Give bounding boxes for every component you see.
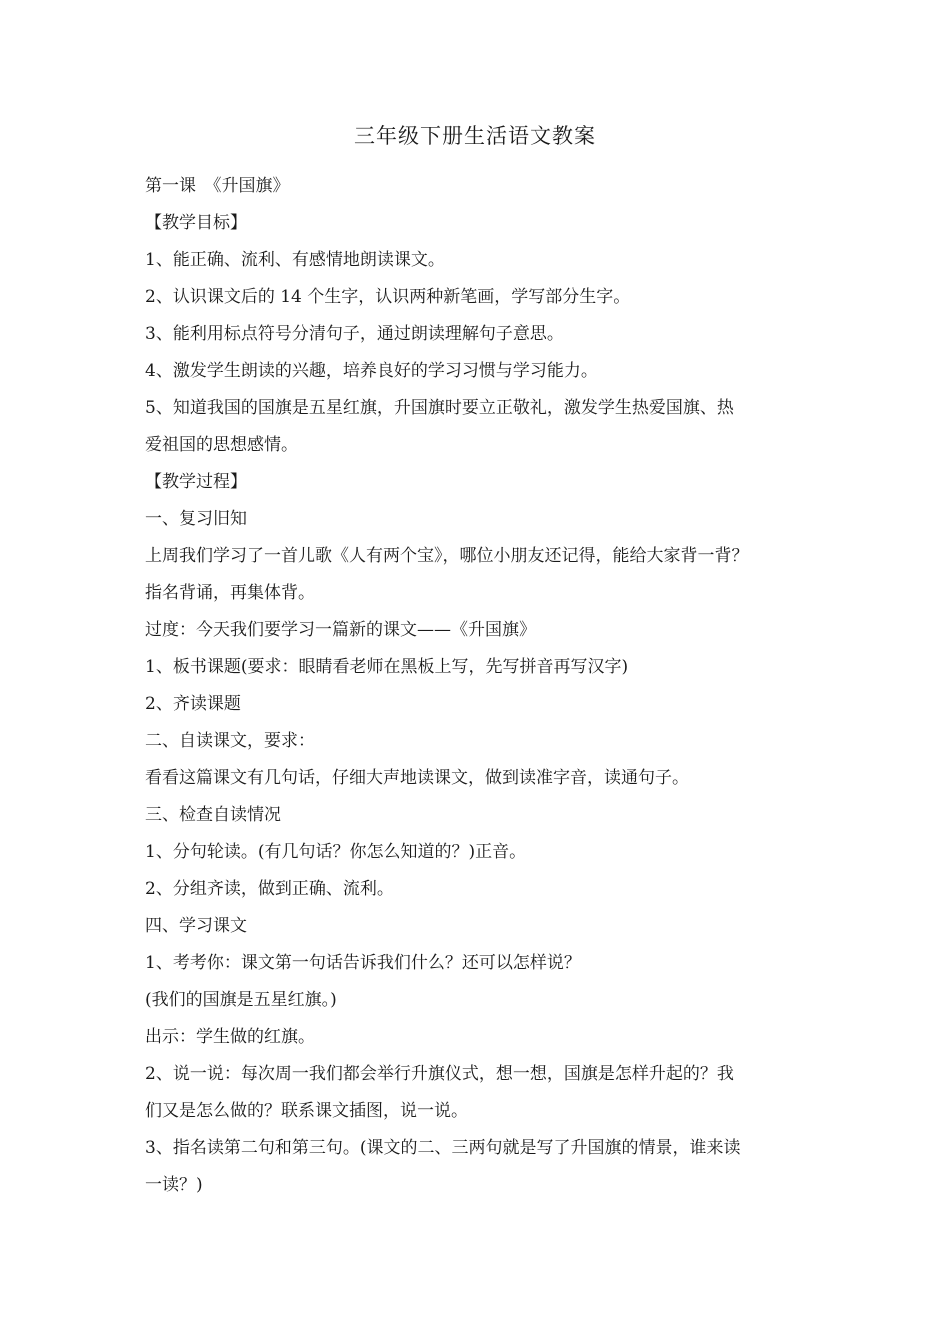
objective-item: 1、能正确、流利、有感情地朗读课文。 [145, 250, 445, 270]
step-heading: 二、自读课文，要求： [145, 731, 315, 751]
paragraph-line: 指名背诵，再集体背。 [145, 583, 315, 603]
list-item: 2、分组齐读，做到正确、流利。 [145, 879, 394, 899]
section-heading-objectives: 【教学目标】 [145, 213, 247, 233]
list-item: 1、分句轮读。(有几句话？你怎么知道的？)正音。 [145, 842, 527, 862]
paragraph-line: 出示：学生做的红旗。 [145, 1027, 315, 1047]
document-body [145, 168, 810, 1204]
paragraph-line: (我们的国旗是五星红旗。) [145, 990, 337, 1010]
section-heading-process: 【教学过程】 [145, 472, 247, 492]
step-heading: 三、检查自读情况 [145, 805, 281, 825]
paragraph-line: 上周我们学习了一首儿歌《人有两个宝》，哪位小朋友还记得，能给大家背一背？ [145, 546, 749, 566]
objective-item: 4、激发学生朗读的兴趣，培养良好的学习习惯与学习能力。 [145, 361, 598, 381]
lesson-heading: 第一课 《升国旗》 [145, 176, 290, 196]
objective-item: 3、能利用标点符号分清句子，通过朗读理解句子意思。 [145, 324, 564, 344]
list-item: 1、考考你：课文第一句话告诉我们什么？还可以怎样说？ [145, 953, 581, 973]
objective-item: 2、认识课文后的 14 个生字，认识两种新笔画，学写部分生字。 [145, 287, 631, 307]
step-heading: 四、学习课文 [145, 916, 247, 936]
document-title: 三年级下册生活语文教案 [354, 124, 596, 148]
paragraph-line: 看看这篇课文有几句话，仔细大声地读课文，做到读准字音，读通句子。 [145, 768, 689, 788]
paragraph-line: 过度：今天我们要学习一篇新的课文——《升国旗》 [145, 620, 536, 640]
list-item-continued: 们又是怎么做的？联系课文插图，说一说。 [145, 1101, 468, 1121]
list-item: 2、齐读课题 [145, 694, 241, 714]
list-item-continued: 一读？) [145, 1175, 203, 1195]
list-item: 2、说一说：每次周一我们都会举行升旗仪式，想一想，国旗是怎样升起的？我 [145, 1064, 734, 1084]
objective-item-continued: 爱祖国的思想感情。 [145, 435, 298, 455]
objective-item: 5、知道我国的国旗是五星红旗，升国旗时要立正敬礼，激发学生热爱国旗、热 [145, 398, 734, 418]
list-item: 1、板书课题(要求：眼睛看老师在黑板上写，先写拼音再写汉字) [145, 657, 629, 677]
list-item: 3、指名读第二句和第三句。(课文的二、三两句就是写了升国旗的情景，谁来读 [145, 1138, 741, 1158]
step-heading: 一、复习旧知 [145, 509, 247, 529]
